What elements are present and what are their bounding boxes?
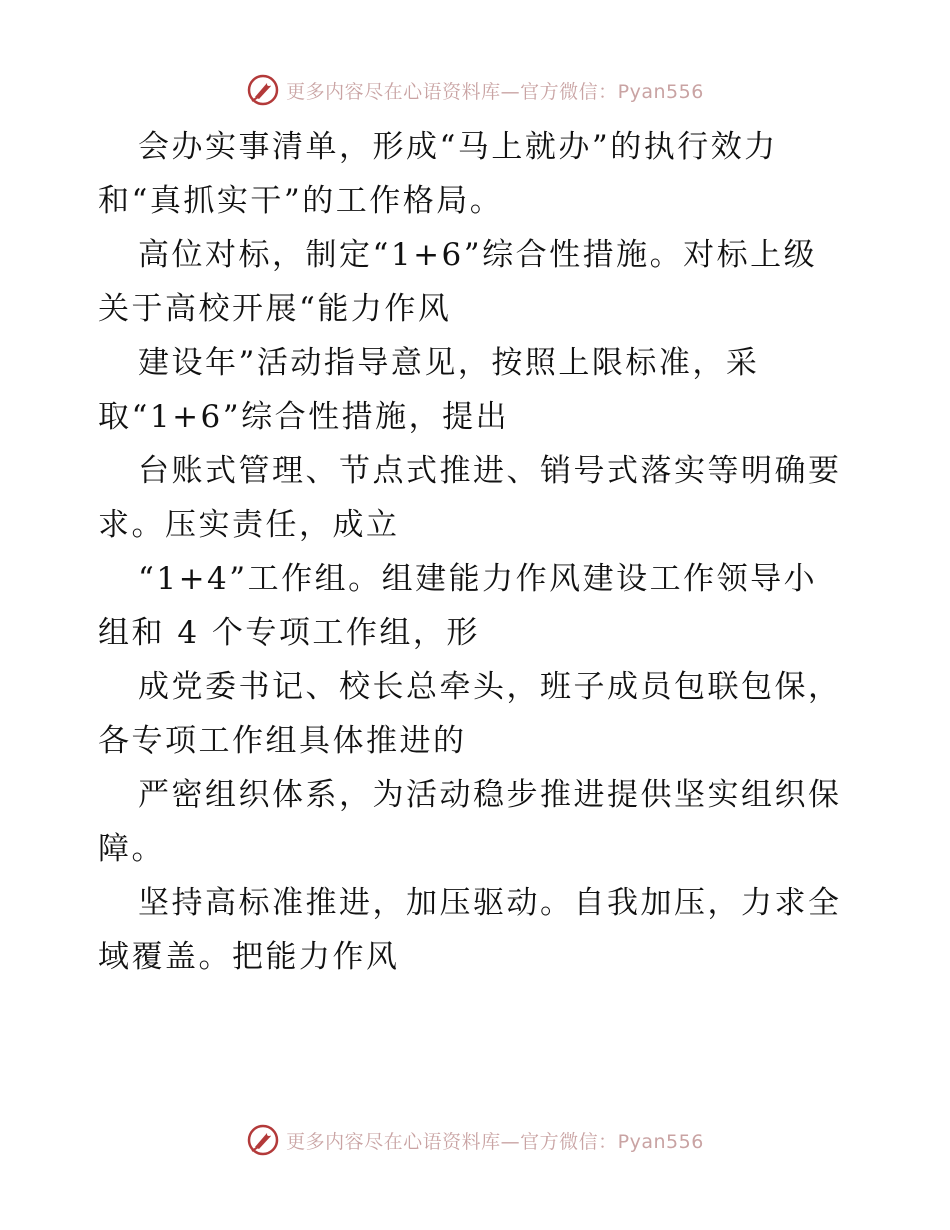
footer-banner [0, 1120, 950, 1160]
quill-logo-icon [246, 1123, 280, 1157]
text-line: 障。 [98, 831, 165, 867]
header-banner-text: 更多内容尽在心语资料库—官方微信：Pyan556 [286, 80, 704, 103]
text-line: 组和 4 个专项工作组，形 [98, 615, 480, 651]
text-line: 域覆盖。把能力作风 [98, 939, 400, 975]
text-line: 成党委书记、校长总牵头，班子成员包联包保， [138, 669, 842, 705]
text-line: 关于高校开展“能力作风 [98, 291, 452, 327]
text-line: 会办实事清单，形成“马上就办”的执行效力 [138, 129, 778, 165]
header-banner [0, 70, 950, 110]
footer-banner-text: 更多内容尽在心语资料库—官方微信：Pyan556 [286, 1130, 704, 1153]
text-line: 取“1+6”综合性措施，提出 [98, 399, 510, 435]
text-line: 和“真抓实干”的工作格局。 [98, 183, 504, 219]
text-line: 严密组织体系，为活动稳步推进提供坚实组织保 [138, 777, 842, 813]
text-line: “1+4”工作组。组建能力作风建设工作领导小 [138, 561, 818, 597]
text-line: 求。压实责任，成立 [98, 507, 400, 543]
quill-logo-icon [246, 73, 280, 107]
text-line: 各专项工作组具体推进的 [98, 723, 467, 759]
text-line: 高位对标，制定“1+6”综合性措施。对标上级 [138, 237, 818, 273]
text-line: 台账式管理、节点式推进、销号式落实等明确要 [138, 453, 842, 489]
text-line: 建设年”活动指导意见，按照上限标准，采 [138, 345, 760, 381]
document-body [98, 120, 858, 984]
text-line: 坚持高标准推进，加压驱动。自我加压，力求全 [138, 885, 842, 921]
